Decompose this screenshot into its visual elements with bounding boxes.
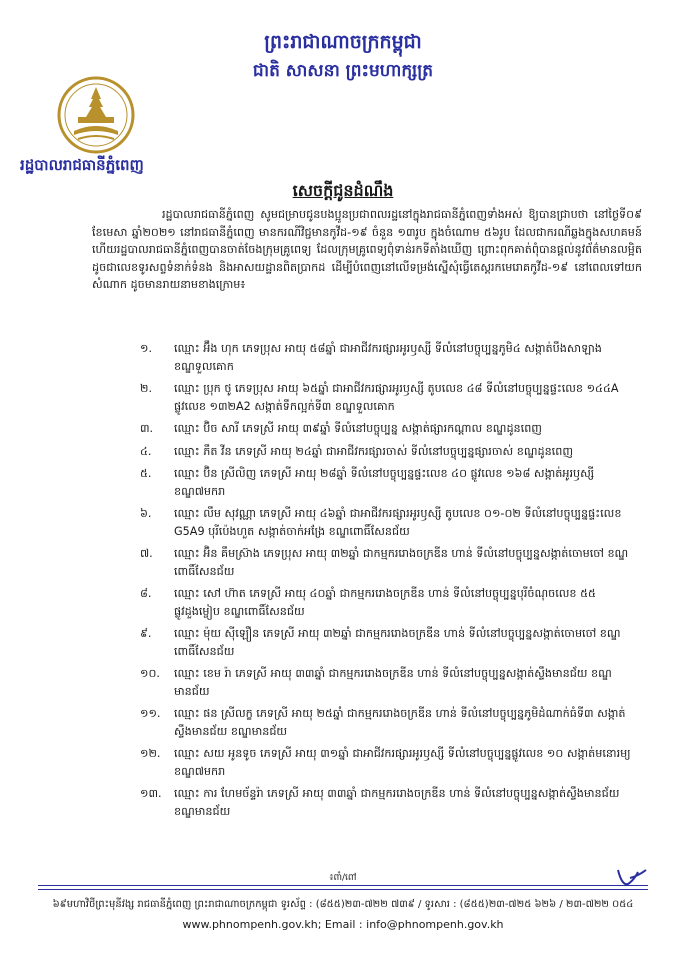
list-item [140, 443, 642, 461]
item-number: ១១. [140, 707, 161, 720]
item-number: ១០. [140, 667, 160, 680]
footer-contact: www.phnompenh.gov.kh; Email : info@phnompenh.gov.kh [182, 918, 504, 931]
handwritten-initial-icon [612, 866, 652, 890]
issuing-authority: រដ្ឋបាលរាជធានីភ្នំពេញ [20, 156, 144, 174]
list-item [140, 625, 642, 660]
list-item [140, 665, 642, 700]
item-number: ១៣. [140, 787, 162, 800]
list-item [140, 705, 642, 740]
item-number: ២. [140, 382, 153, 395]
list-item [140, 340, 642, 375]
kingdom-heading: ព្រះរាជាណាចក្រកម្ពុជា [264, 31, 422, 53]
item-text: ឈ្មោះ ភឹត វីន ភេទស្រី អាយុ ២៤ឆ្នាំ ជាអាជីវករផ្សារចាស់ ទីលំនៅបច្ចុប្បន្នផ្សារចាស់ ខណ្ឌដូនពេញ [174, 444, 573, 458]
item-text: ឈ្មោះ លឹម សុវណ្ណា ភេទស្រី អាយុ ៤៦ឆ្នាំ ជាអាជីវករផ្សារអូរឫស្សី តូបលេខ ០១-០២ ទីលំនៅបច្ចុប្បន្នផ្ទះលេខ G5A9 បុរីប៉េងហួត សង្កាត់ចាក់អង្រែ ខណ្ឌពោធិ៍សែនជ័យ [174, 507, 622, 538]
list-item [140, 785, 642, 820]
footer-rule [38, 885, 648, 886]
item-text: ឈ្មោះ ខេម រ៉ា ភេទស្រី អាយុ ៣៣ឆ្នាំ ជាកម្មកររោងចក្រឌីន ហាន់ ទីលំនៅបច្ចុប្បន្នសង្កាត់ស្ទឹងមានជ័យ ខណ្ឌមានជ័យ [174, 667, 612, 698]
item-text: ឈ្មោះ ផន ស្រីលក្ខ ភេទស្រី អាយុ ២៥ឆ្នាំ ជាកម្មកររោងចក្រឌីន ហាន់ ទីលំនៅបច្ចុប្បន្នភូមិដំណាក់ធំទី៣ សង្កាត់ស្ទឹងមានជ័យ ខណ្ឌមានជ័យ [174, 707, 626, 738]
item-number: ៣. [140, 422, 154, 435]
item-number: ៨. [140, 587, 152, 600]
list-item [140, 380, 642, 415]
phnom-penh-seal-icon [56, 75, 136, 155]
item-text: ឈ្មោះ ប៊ិន ស្រីលិញ ភេទស្រី អាយុ ២៨ឆ្នាំ ទីលំនៅបច្ចុប្បន្នផ្ទះលេខ ៤០ ផ្លូវលេខ ១៦៨ សង្កាត់អូរឫស្សី ខណ្ឌ៧មករា [174, 467, 595, 498]
item-number: ៦. [140, 507, 152, 520]
page-marker: ៖ពាំ/ពៅ [329, 873, 357, 883]
item-text: ឈ្មោះ អ៊ិន គឹមស្រ៊ាង ភេទប្រុស អាយុ ៣២ឆ្នាំ ជាកម្មកររោងចក្រឌីន ហាន់ ទីលំនៅបច្ចុប្បន្នសង្កាត់ចោមចៅ ខណ្ឌពោធិ៍សែនជ័យ [174, 547, 629, 578]
item-text: ឈ្មោះ សៅ ហ៊ាត ភេទស្រី អាយុ ៤០ឆ្នាំ ជាកម្មកររោងចក្រឌីន ហាន់ ទីលំនៅបច្ចុប្បន្នបុរីចំណុចលេខ ៥៥ ផ្លូវដួងម្ចៀប ខណ្ឌពោធិ៍សែនជ័យ [174, 587, 596, 618]
list-item [140, 545, 642, 580]
item-number: ៧. [140, 547, 153, 560]
item-number: ១២. [140, 747, 161, 760]
item-text: ឈ្មោះ ប្រុក ថូ ភេទប្រុស អាយុ ៦៥ឆ្នាំ ជាអាជីវករផ្សារអូរឫស្សី តូបលេខ ៤៨ ទីលំនៅបច្ចុប្បន្នផ្ទះលេខ ១៤៤A ផ្លូវលេខ ១៣២A2 សង្កាត់ទឹកល្អក់ទី៣ ខណ្ឌទួលគោក [174, 382, 619, 413]
national-motto: ជាតិ សាសនា ព្រះមហាក្សត្រ [252, 61, 434, 81]
item-text: ឈ្មោះ សយ អូនទូច ភេទស្រី អាយុ ៣១ឆ្នាំ ជាអាជីវករផ្សារអូរឫស្សី ទីលំនៅបច្ចុប្បន្នផ្លូវលេខ ១០ សង្កាត់មនោរម្យ ខណ្ឌ៧មករា [174, 747, 631, 778]
item-number: ១. [140, 342, 153, 355]
list-item [140, 585, 642, 620]
item-text: ឈ្មោះ ការ ហែមច័ន្ទរ៉ា ភេទស្រី អាយុ ៣៣ឆ្នាំ ជាកម្មកររោងចក្រឌីន ហាន់ ទីលំនៅបច្ចុប្បន្នសង្កាត់ស្ទឹងមានជ័យ ខណ្ឌមានជ័យ [174, 787, 620, 818]
item-number: ៩. [140, 627, 152, 640]
list-item [140, 505, 642, 540]
footer-rule-thin [38, 889, 648, 890]
item-text: ឈ្មោះ ម៉ុយ ស៊ីឡឿន ភេទស្រី អាយុ ៣២ឆ្នាំ ជាកម្មកររោងចក្រឌីន ហាន់ ទីលំនៅបច្ចុប្បន្នសង្កាត់ចោមចៅ ខណ្ឌពោធិ៍សែនជ័យ [174, 627, 621, 658]
intro-paragraph: រដ្ឋបាលរាជធានីភ្នំពេញ សូមជម្រាបជូនបងប្អូនប្រជាពលរដ្ឋនៅក្នុងរាជធានីភ្នំពេញទាំងអស់ ឱ្យបានជ្រាបថា នៅថ្ងៃទី០៩ ខែមេសា ឆ្នាំ២០២១ នៅរាជធានីភ្នំពេញ មានករណីវិជ្ជមានកូវីដ-១៩ ចំនួន ១៣រូប ក្នុងចំណោម ៥៦រូប ដែលជាករណីឆ្លងក្នុងសហគមន៍ ហើយរដ្ឋបាលរាជធានីភ្នំពេញបានចាត់ចែងក្រុមគ្រូពេទ្យ ដែលក្រុមគ្រូពេទ្យពុំទាន់រកទីតាំងឃើញ ព្រោះពុកគាត់ពុំបានផ្តល់នូវព័ត៌មានលម្អិត ដូចជាលេខទូរសព្ទទំនាក់ទំនង និងអាសយដ្ឋានពិតប្រាកដ ដើម្បីបំពេញនៅលើទម្រង់ស្នើសុំធ្វើតេស្តរកមេរោគកូវីដ-១៩ នៅពេលទៅយកសំណាក ដូចមានរាយនាមខាងក្រោម៖ [92, 208, 642, 291]
item-text: ឈ្មោះ អ៊ឹង ហុក ភេទប្រុស អាយុ ៥៨ឆ្នាំ ជាអាជីវករផ្សារអូរឫស្សី ទីលំនៅបច្ចុប្បន្នភូមិ៤ សង្កាត់បឹងសាឡាង ខណ្ឌទួលគោក [174, 342, 602, 373]
footer-address: ៦៩មហាវិថីព្រះមុនីវង្ស រាជធានីភ្នំពេញ ព្រះរាជាណាចក្រកម្ពុជា ទូរស័ព្ទ : (៨៥៥)២៣-៧២២ ៧៣៩ / ទូរសារ : (៨៥៥)២៣-៧២៥ ៦២៦ / ២៣-៧២២ ០៥៤ [52, 899, 634, 910]
list-item [140, 745, 642, 780]
list-item [140, 465, 642, 500]
item-number: ៤. [140, 444, 152, 458]
case-list [140, 340, 642, 825]
item-number: ៥. [140, 467, 152, 480]
document-title: សេចក្តីជូនដំណឹង [292, 181, 394, 200]
item-text: ឈ្មោះ ប៊ិច សារី ភេទស្រី អាយុ ៣៩ឆ្នាំ ទីលំនៅបច្ចុប្បន្ន សង្កាត់ផ្សារកណ្តាល ខណ្ឌដូនពេញ [174, 422, 542, 435]
list-item [140, 420, 642, 438]
